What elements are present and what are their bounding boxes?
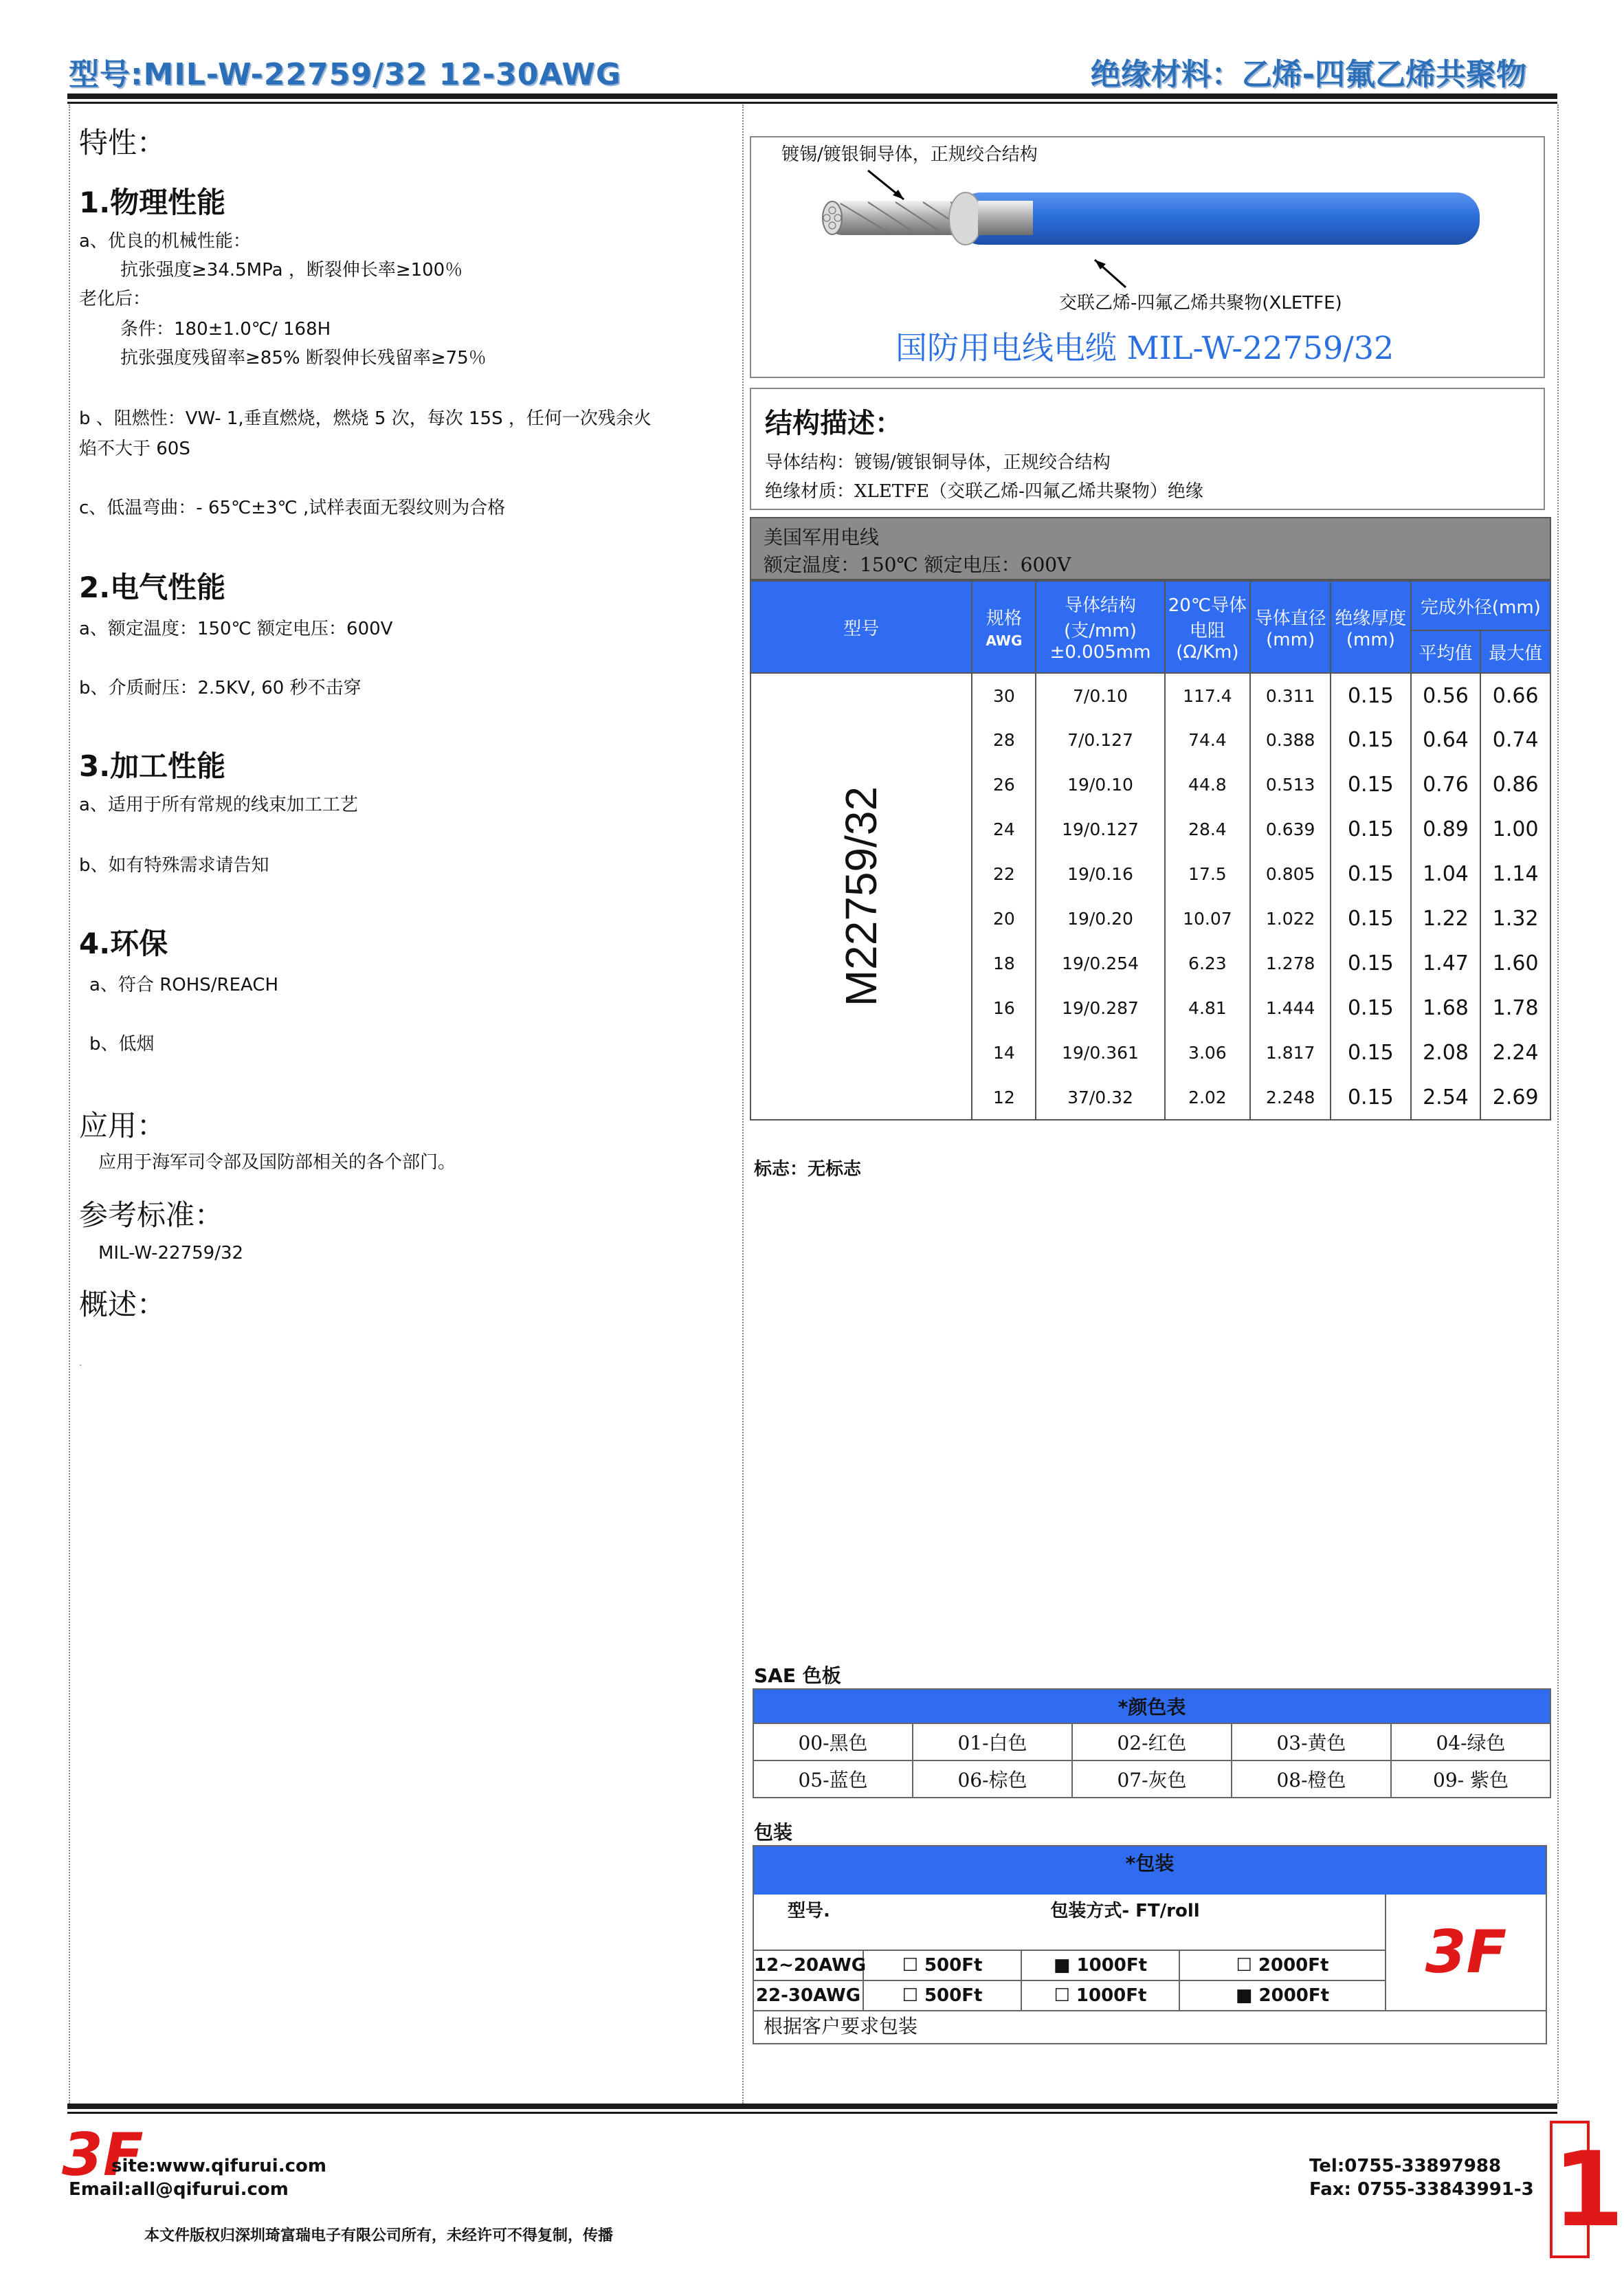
conductor-label: 镀锡/镀银铜导体，正规绞合结构 <box>781 144 1038 165</box>
spec-cell-resistance: 2.02 <box>1165 1075 1251 1120</box>
color-cell: 00-黑色 <box>753 1723 913 1760</box>
spec-cell-od-avg: 0.76 <box>1411 762 1481 807</box>
packing-row-2-500: ☐ 500Ft <box>864 1981 1022 2011</box>
physical-b-line2: 焰不大于 60S <box>79 439 190 459</box>
spec-header-avg: 平均值 <box>1411 630 1481 673</box>
spec-cell-insulation: 0.15 <box>1331 896 1411 941</box>
spec-cell-gauge: 22 <box>972 852 1036 896</box>
electrical-b: b、介质耐压：2.5KV, 60 秒不击穿 <box>79 678 361 698</box>
spec-cell-gauge: 24 <box>972 807 1036 852</box>
spec-cell-od-avg: 2.54 <box>1411 1075 1481 1120</box>
color-cell: 07-灰色 <box>1072 1760 1232 1798</box>
insulation-label: 交联乙烯-四氟乙烯共聚物(XLETFE) <box>1059 293 1342 313</box>
structure-line2: 绝缘材质：XLETFE（交联乙烯-四氟乙烯共聚物）绝缘 <box>765 481 1203 502</box>
structure-line1: 导体结构：镀锡/镀银铜导体，正规绞合结构 <box>765 452 1111 473</box>
spec-cell-od-avg: 0.64 <box>1411 718 1481 762</box>
header-material: 绝缘材料：乙烯-四氟乙烯共聚物 <box>1090 57 1526 92</box>
packing-table <box>753 1845 1547 2044</box>
spec-cell-conductor: 19/0.20 <box>1036 896 1164 941</box>
packing-row-1-model: 12~20AWG <box>754 1951 864 1981</box>
aging-condition: 条件：180±1.0℃/ 168H <box>120 319 331 340</box>
spec-cell-od-avg: 2.08 <box>1411 1030 1481 1075</box>
spec-cell-od-avg: 1.04 <box>1411 852 1481 896</box>
color-table <box>753 1688 1551 1798</box>
spec-cell-conductor: 19/0.127 <box>1036 807 1164 852</box>
summary-title: 概述： <box>79 1288 166 1321</box>
electrical-a: a、额定温度：150℃ 额定电压：600V <box>79 619 393 639</box>
spec-cell-conductor: 7/0.10 <box>1036 673 1164 718</box>
packing-row-1-1000: ■ 1000Ft <box>1022 1951 1180 1981</box>
spec-banner-line1: 美国军用电线 <box>764 526 880 549</box>
spec-cell-od-max: 2.69 <box>1480 1075 1550 1120</box>
spec-cell-resistance: 17.5 <box>1165 852 1251 896</box>
spec-cell-conductor: 19/0.254 <box>1036 941 1164 986</box>
summary-dot: . <box>79 1358 82 1369</box>
physical-a1: 抗张强度≥34.5MPa ，断裂伸长率≥100％ <box>120 260 463 280</box>
section-electrical: 2.电气性能 <box>79 571 226 604</box>
color-cell: 03-黄色 <box>1232 1723 1391 1760</box>
spec-cell-od-max: 1.32 <box>1480 896 1550 941</box>
spec-cell-diameter: 1.022 <box>1250 896 1331 941</box>
spec-cell-od-max: 0.86 <box>1480 762 1550 807</box>
color-cell: 06-棕色 <box>913 1760 1072 1798</box>
spec-cell-gauge: 26 <box>972 762 1036 807</box>
packing-row-2-model: 22-30AWG <box>754 1981 864 2011</box>
sae-title: SAE 色板 <box>754 1664 841 1687</box>
application-title: 应用： <box>79 1109 166 1142</box>
spec-cell-insulation: 0.15 <box>1331 1075 1411 1120</box>
spec-header-od: 完成外径(mm) <box>1411 581 1550 630</box>
spec-header-conductor: 导体结构(支/mm) ±0.005mm <box>1036 581 1164 673</box>
spec-cell-diameter: 0.311 <box>1250 673 1331 718</box>
diagram-caption: 国防用电线电缆 MIL-W-22759/32 <box>896 329 1394 366</box>
spec-cell-gauge: 16 <box>972 986 1036 1030</box>
spec-cell-diameter: 0.388 <box>1250 718 1331 762</box>
spec-cell-resistance: 6.23 <box>1165 941 1251 986</box>
spec-cell-conductor: 7/0.127 <box>1036 718 1164 762</box>
frame-left <box>69 104 70 2104</box>
footer-site[interactable]: site:www.qifurui.com <box>111 2156 326 2176</box>
spec-header-model: 型号 <box>750 581 972 673</box>
color-cell: 02-红色 <box>1072 1723 1232 1760</box>
spec-header-resistance: 20℃导体电阻 (Ω/Km) <box>1165 581 1251 673</box>
spec-cell-od-max: 1.00 <box>1480 807 1550 852</box>
color-cell: 08-橙色 <box>1232 1760 1391 1798</box>
spec-cell-resistance: 3.06 <box>1165 1030 1251 1075</box>
standard-text: MIL-W-22759/32 <box>98 1243 244 1263</box>
processing-a: a、适用于所有常规的线束加工工艺 <box>79 795 358 815</box>
environment-a: a、符合 ROHS/REACH <box>89 975 279 995</box>
page-number: 1 <box>1553 2130 1624 2250</box>
spec-header-diameter: 导体直径(mm) <box>1250 581 1331 673</box>
footer-copyright: 本文件版权归深圳琦富瑞电子有限公司所有，未经许可不得复制，传播 <box>144 2227 614 2244</box>
packing-title: 包装 <box>754 1821 793 1844</box>
packing-row-1 <box>754 1950 1386 1980</box>
header-model: 型号:MIL-W-22759/32 12-30AWG <box>69 57 622 92</box>
footer-rule <box>67 2104 1557 2109</box>
color-cell: 05-蓝色 <box>753 1760 913 1798</box>
spec-cell-gauge: 14 <box>972 1030 1036 1075</box>
processing-b: b、如有特殊需求请告知 <box>79 855 269 876</box>
spec-cell-od-avg: 0.89 <box>1411 807 1481 852</box>
physical-c: c、低温弯曲：- 65℃±3℃ ,试样表面无裂纹则为合格 <box>79 498 506 518</box>
section-environment: 4.环保 <box>79 927 168 960</box>
spec-cell-od-max: 0.74 <box>1480 718 1550 762</box>
marking-text: 标志：无标志 <box>754 1159 862 1180</box>
spec-cell-diameter: 1.278 <box>1250 941 1331 986</box>
spec-table <box>750 580 1551 1121</box>
spec-row <box>750 673 1550 718</box>
spec-cell-conductor: 19/0.287 <box>1036 986 1164 1030</box>
packing-row-2-2000: ■ 2000Ft <box>1235 1985 1330 2006</box>
color-cell: 04-绿色 <box>1391 1723 1550 1760</box>
spec-header-max: 最大值 <box>1480 630 1550 673</box>
spec-cell-od-avg: 0.56 <box>1411 673 1481 718</box>
spec-model-vertical: M22759/32 <box>836 786 887 1007</box>
insulation-sleeve <box>957 192 1480 245</box>
spec-cell-conductor: 37/0.32 <box>1036 1075 1164 1120</box>
spec-cell-insulation: 0.15 <box>1331 718 1411 762</box>
header-rule-thin <box>67 102 1557 104</box>
spec-cell-gauge: 18 <box>972 941 1036 986</box>
spec-header-gauge: 规格 AWG <box>972 581 1036 673</box>
spec-cell-resistance: 117.4 <box>1165 673 1251 718</box>
spec-cell-od-max: 1.60 <box>1480 941 1550 986</box>
physical-a: a、优良的机械性能： <box>79 231 251 252</box>
spec-cell-resistance: 28.4 <box>1165 807 1251 852</box>
footer-email[interactable]: Email:all@qifurui.com <box>69 2179 289 2200</box>
spec-cell-insulation: 0.15 <box>1331 986 1411 1030</box>
packing-bar: *包装 <box>754 1846 1546 1895</box>
spec-cell-conductor: 19/0.361 <box>1036 1030 1164 1075</box>
spec-cell-conductor: 19/0.16 <box>1036 852 1164 896</box>
color-cell: 09- 紫色 <box>1391 1760 1550 1798</box>
packing-header-model: 型号. <box>788 1901 830 1921</box>
features-title: 特性： <box>79 126 166 159</box>
packing-row-2-1000: ☐ 1000Ft <box>1022 1981 1180 2011</box>
packing-row-1-500: ☐ 500Ft <box>864 1951 1022 1981</box>
spec-cell-od-avg: 1.22 <box>1411 896 1481 941</box>
frame-middle <box>742 104 744 2104</box>
header-rule <box>67 93 1557 99</box>
footer-rule-thin <box>67 2112 1557 2114</box>
aging-label: 老化后： <box>79 289 151 309</box>
structure-box <box>750 388 1545 510</box>
spec-cell-resistance: 44.8 <box>1165 762 1251 807</box>
section-processing: 3.加工性能 <box>79 749 226 783</box>
spec-cell-insulation: 0.15 <box>1331 1030 1411 1075</box>
footer-tel: Tel:0755-33897988 <box>1309 2156 1502 2176</box>
color-table-bar: *颜色表 <box>753 1689 1550 1723</box>
spec-cell-od-max: 0.66 <box>1480 673 1550 718</box>
spec-header-insulation: 绝缘厚度(mm) <box>1331 581 1411 673</box>
page-number-box <box>1550 2121 1624 2258</box>
spec-cell-od-max: 2.24 <box>1480 1030 1550 1075</box>
footer-3f-logo: 3F <box>62 2121 144 2189</box>
spec-cell-conductor: 19/0.10 <box>1036 762 1164 807</box>
color-cell: 01-白色 <box>913 1723 1072 1760</box>
spec-cell-diameter: 0.513 <box>1250 762 1331 807</box>
physical-b-line1: b 、阻燃性：VW- 1,垂直燃烧，燃烧 5 次，每次 15S ，任何一次残余火 <box>79 408 652 429</box>
spec-cell-insulation: 0.15 <box>1331 673 1411 718</box>
spec-cell-gauge: 20 <box>972 896 1036 941</box>
spec-cell-diameter: 1.817 <box>1250 1030 1331 1075</box>
structure-title: 结构描述： <box>765 408 902 439</box>
spec-cell-gauge: 12 <box>972 1075 1036 1120</box>
packing-header-method: 包装方式- FT/roll <box>1050 1901 1200 1921</box>
aging-retention: 抗张强度残留率≥85% 断裂伸长残留率≥75％ <box>120 348 487 368</box>
section-physical: 1.物理性能 <box>79 186 226 219</box>
color-row <box>753 1760 1550 1798</box>
spec-cell-diameter: 0.805 <box>1250 852 1331 896</box>
spec-cell-resistance: 10.07 <box>1165 896 1251 941</box>
spec-cell-gauge: 28 <box>972 718 1036 762</box>
wire-diagram-box <box>750 136 1545 378</box>
spec-cell-diameter: 0.639 <box>1250 807 1331 852</box>
spec-cell-od-max: 1.14 <box>1480 852 1550 896</box>
spec-cell-insulation: 0.15 <box>1331 941 1411 986</box>
spec-banner-line2: 额定温度：150℃ 额定电压：600V <box>764 553 1071 576</box>
footer-fax: Fax: 0755-33843991-3 <box>1309 2179 1534 2200</box>
environment-b: b、低烟 <box>89 1034 155 1055</box>
standard-title: 参考标准： <box>79 1198 224 1232</box>
spec-cell-od-max: 1.78 <box>1480 986 1550 1030</box>
packing-row-1-2000: ☐ 2000Ft <box>1236 1955 1329 1976</box>
spec-model-cell <box>750 673 972 1120</box>
spec-cell-od-avg: 1.68 <box>1411 986 1481 1030</box>
packing-note: 根据客户要求包装 <box>754 2010 1546 2043</box>
packing-3f-logo: 3F <box>1425 1918 1507 1987</box>
spec-cell-resistance: 74.4 <box>1165 718 1251 762</box>
spec-cell-resistance: 4.81 <box>1165 986 1251 1030</box>
frame-right <box>1557 104 1559 2104</box>
color-row <box>753 1723 1550 1760</box>
spec-cell-od-avg: 1.47 <box>1411 941 1481 986</box>
spec-cell-insulation: 0.15 <box>1331 762 1411 807</box>
application-text: 应用于海军司令部及国防部相关的各个部门。 <box>98 1152 456 1173</box>
packing-row-2 <box>754 1980 1386 2010</box>
spec-cell-diameter: 1.444 <box>1250 986 1331 1030</box>
spec-cell-insulation: 0.15 <box>1331 807 1411 852</box>
spec-cell-diameter: 2.248 <box>1250 1075 1331 1120</box>
spec-cell-gauge: 30 <box>972 673 1036 718</box>
spec-cell-insulation: 0.15 <box>1331 852 1411 896</box>
spec-banner <box>750 517 1551 580</box>
